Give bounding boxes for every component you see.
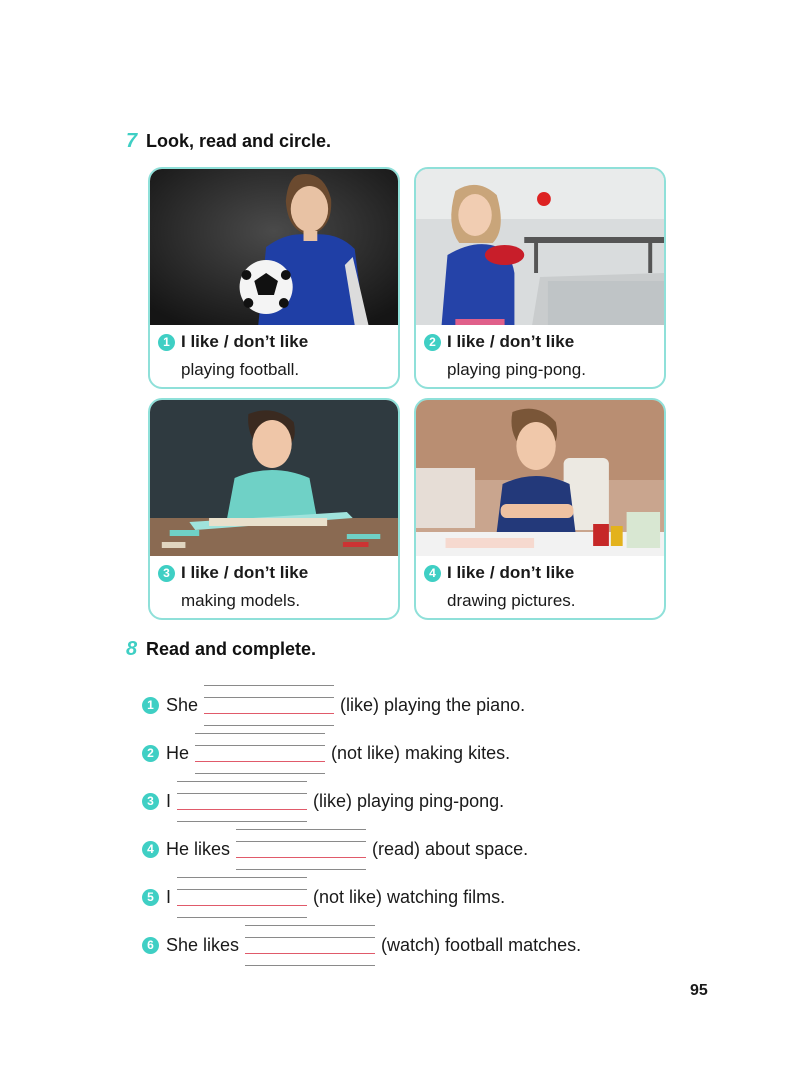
option-separator: / [489, 563, 495, 582]
sentence-row-1 [142, 681, 525, 729]
sentence-start: He [166, 742, 190, 763]
section-number: 7 [126, 130, 138, 152]
sentence-start: She likes [166, 934, 240, 955]
sentence-row-5 [142, 873, 505, 921]
number-badge: 2 [142, 745, 159, 762]
sentence-end: (read) about space. [372, 838, 529, 859]
caption-activity: playing football. [181, 360, 300, 379]
option-like[interactable]: I like [181, 332, 219, 351]
section-7-heading [126, 130, 331, 153]
option-separator: / [223, 332, 229, 351]
option-separator: / [489, 332, 495, 351]
sentence-end: (not like) watching films. [313, 886, 506, 907]
option-dont-like[interactable]: don’t like [233, 332, 309, 351]
caption-activity: making models. [181, 591, 301, 610]
sentence-end: (like) playing ping-pong. [313, 790, 505, 811]
writing-blank[interactable] [236, 825, 366, 873]
option-like[interactable]: I like [447, 332, 485, 351]
exercise-card-models [148, 398, 400, 620]
caption-choice [158, 560, 392, 586]
number-badge: 3 [142, 793, 159, 810]
photo-girl-football [150, 169, 398, 325]
option-separator: / [223, 563, 229, 582]
sentence-start: He likes [166, 838, 231, 859]
sentence-end: (not like) making kites. [331, 742, 511, 763]
option-dont-like[interactable]: don’t like [233, 563, 309, 582]
option-dont-like[interactable]: don’t like [499, 563, 575, 582]
number-badge: 3 [158, 565, 175, 582]
photo-boy-drawing [416, 400, 664, 556]
exercise-card-drawing [414, 398, 666, 620]
section-title: Look, read and circle. [146, 131, 332, 151]
sentence-row-3 [142, 777, 504, 825]
number-badge: 1 [158, 334, 175, 351]
caption-choice [424, 329, 658, 355]
option-like[interactable]: I like [447, 563, 485, 582]
number-badge: 5 [142, 889, 159, 906]
photo-boy-making-models [150, 400, 398, 556]
sentence-start: I [166, 790, 172, 811]
number-badge: 1 [142, 697, 159, 714]
page-number: 95 [690, 982, 708, 999]
photo-girl-ping-pong [416, 169, 664, 325]
section-title: Read and complete. [146, 639, 317, 659]
sentence-end: (like) playing the piano. [340, 694, 526, 715]
number-badge: 2 [424, 334, 441, 351]
sentence-start: She [166, 694, 199, 715]
writing-blank[interactable] [245, 921, 375, 969]
sentence-end: (watch) football matches. [381, 934, 582, 955]
section-number: 8 [126, 638, 138, 660]
option-dont-like[interactable]: don’t like [499, 332, 575, 351]
sentence-start: I [166, 886, 172, 907]
caption-activity: drawing pictures. [447, 591, 576, 610]
exercise-card-ping-pong [414, 167, 666, 389]
caption-choice [424, 560, 658, 586]
sentence-row-6 [142, 921, 581, 969]
option-like[interactable]: I like [181, 563, 219, 582]
writing-blank[interactable] [177, 873, 307, 921]
number-badge: 4 [424, 565, 441, 582]
writing-blank[interactable] [195, 729, 325, 777]
writing-blank[interactable] [177, 777, 307, 825]
section-8-heading [126, 638, 316, 661]
writing-blank[interactable] [204, 681, 334, 729]
sentence-row-4 [142, 825, 528, 873]
number-badge: 6 [142, 937, 159, 954]
number-badge: 4 [142, 841, 159, 858]
caption-choice [158, 329, 392, 355]
caption-activity: playing ping-pong. [447, 360, 586, 379]
exercise-card-football [148, 167, 400, 389]
sentence-row-2 [142, 729, 510, 777]
